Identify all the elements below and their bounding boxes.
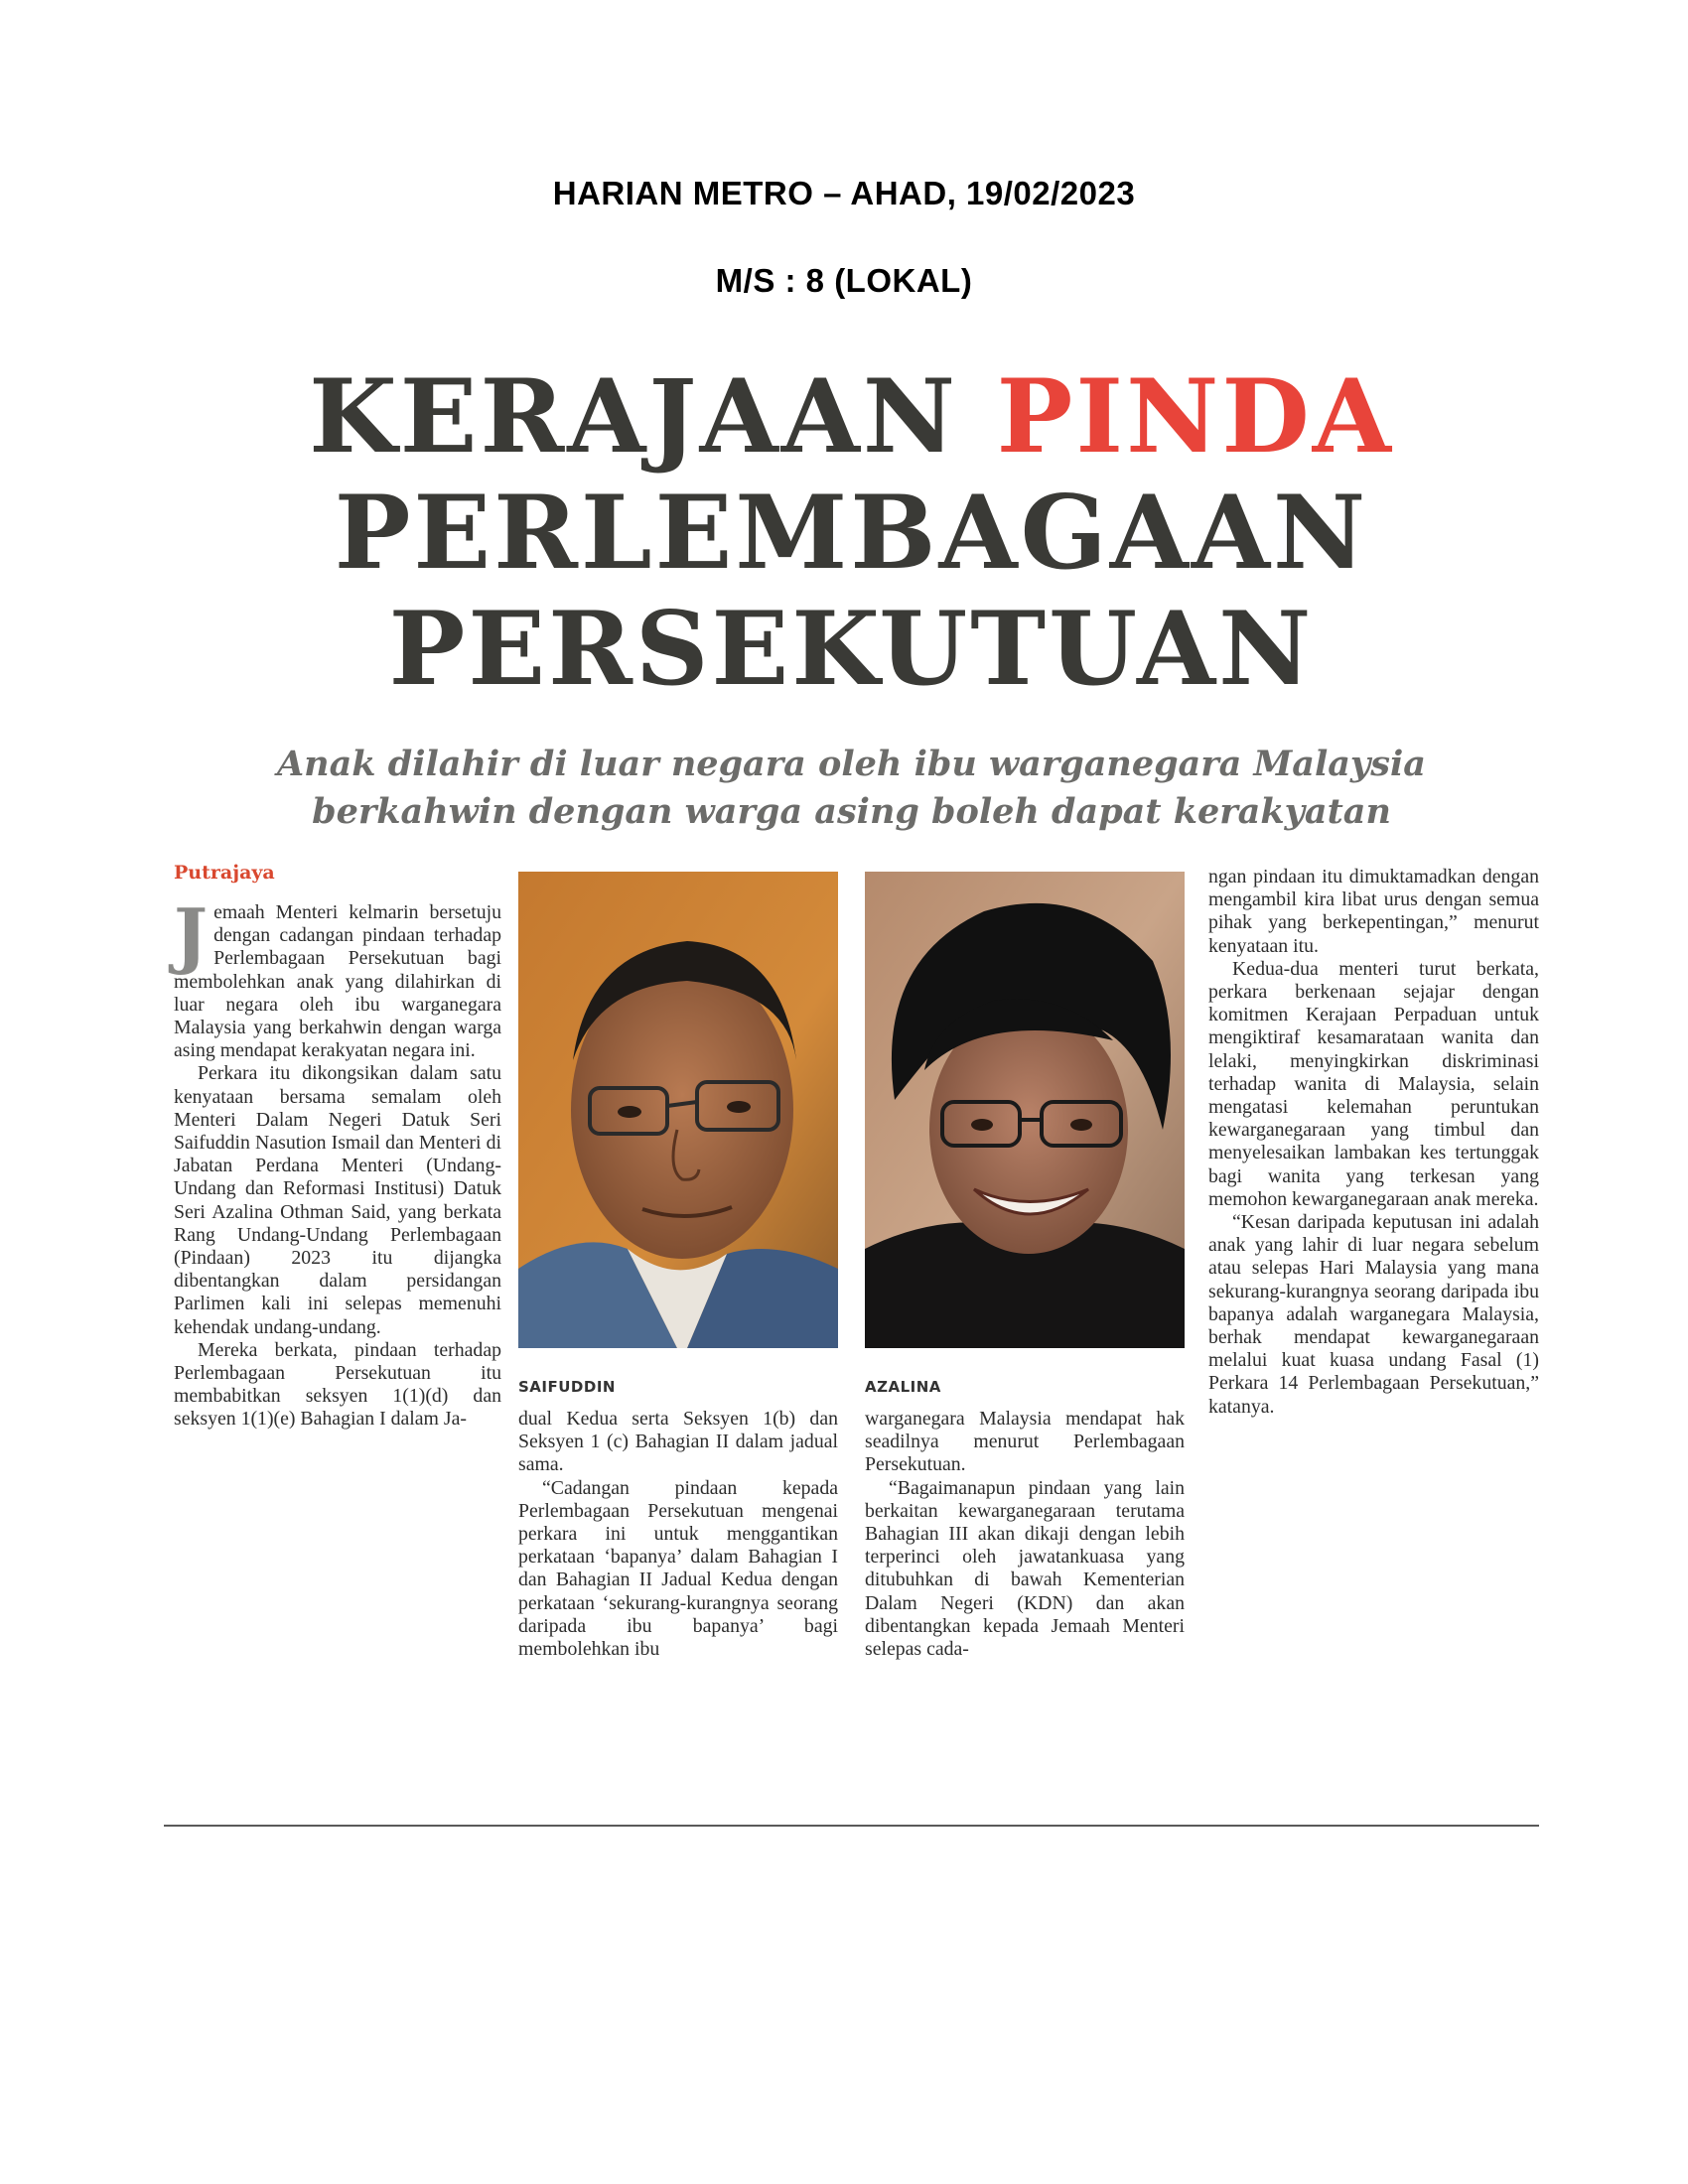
portrait-man-image	[518, 872, 838, 1348]
photo-saifuddin	[518, 872, 838, 1348]
article-column-2	[518, 1408, 838, 1661]
subheadline-line-1: Anak dilahir di luar negara oleh ibu warganegara Malaysia	[277, 744, 1426, 784]
article-column-1	[174, 892, 501, 1432]
paragraph: “Cadangan pindaan kepada Perlembagaan Persekutuan mengenai perkara ini untuk menggantikan perkataan ‘bapanya’ dalam Bahagian I dan Bahagian II Jadual Kedua dengan perkataan ‘sekurang-kurangnya seorang daripada ibu bapanya’ bagi membolehkan ibu	[518, 1476, 838, 1661]
drop-cap: J	[174, 892, 209, 977]
paragraph: Perkara itu dikongsikan dalam satu kenyataan bersama semalam oleh Menteri Dalam Negeri Datuk Seri Saifuddin Nasution Ismail dan Menteri di Jabatan Perdana Menteri (Undang-Undang dan Reformasi Institusi) Datuk Seri Azalina Othman Said, yang berkata Rang Undang-Undang Perlembagaan (Pindaan) 2023 itu dijangka dibentangkan dalam persidangan Parlimen kali ini selepas memenuhi kehendak undang-undang.	[174, 1062, 501, 1338]
portrait-woman-image	[865, 872, 1185, 1348]
publication-title: HARIAN METRO – AHAD, 19/02/2023	[552, 175, 1136, 211]
paragraph-text: emaah Menteri kelmarin bersetuju dengan cadangan pindaan terhadap Perlembagaan Persekutuan bagi membolehkan anak yang dilahirkan di luar negara oleh ibu warganegara Malaysia yang berkahwin dengan warga asing mendapat kerakyatan negara ini.	[174, 901, 501, 1062]
headline-line-1	[164, 357, 1539, 477]
photo-caption-saifuddin: SAIFUDDIN	[518, 1378, 616, 1396]
paragraph: “Kesan daripada keputusan ini adalah anak yang lahir di luar negara sebelum atau selepas Hari Malaysia yang mana sekurang-kurangnya seorang daripada ibu bapanya adalah warganegara Malaysia, berhak mendapat kewarganegaraan melalui kuat kuasa undang Fasal (1) Perkara 14 Perlembagaan Persekutuan,” katanya.	[1208, 1211, 1539, 1418]
paragraph: warganegara Malaysia mendapat hak seadilnya menurut Perlembagaan Persekutuan.	[865, 1408, 1185, 1476]
paragraph: Kedua-dua menteri turut berkata, perkara berkenaan sejajar dengan komitmen Kerajaan Perpaduan untuk mengiktiraf kesamarataan wanita dan lelaki, menyingkirkan diskriminasi terhadap wanita di Malaysia, selain mengatasi kelemahan peruntukan kewarganegaraan yang timbul dan menyelesaikan lambakan kes tertunggak bagi wanita yang terkesan yang memohon kewarganegaraan anak mereka.	[1208, 957, 1539, 1210]
newspaper-clipping	[164, 347, 1539, 1866]
headline-line-3: PERSEKUTUAN	[388, 590, 1315, 709]
page-reference: M/S : 8 (LOKAL)	[715, 262, 973, 299]
paragraph: “Bagaimanapun pindaan yang lain berkaitan kewarganegaraan terutama Bahagian III akan dikaji dengan lebih terperinci oleh jawatankuasa yang ditubuhkan di bawah Kementerian Dalam Negeri (KDN) dan akan dibentangkan kepada Jemaah Menteri selepas cada-	[865, 1476, 1185, 1661]
paragraph	[174, 892, 501, 1062]
dateline: Putrajaya	[174, 862, 275, 884]
headline-word-kerajaan: KERAJAAN	[309, 357, 959, 477]
photo-caption-azalina: AZALINA	[865, 1378, 941, 1396]
paragraph: Mereka berkata, pindaan terhadap Perlembagaan Persekutuan itu membabitkan seksyen 1(1)(d) dan seksyen 1(1)(e) Bahagian I dalam Ja-	[174, 1338, 501, 1431]
article-column-3	[865, 1408, 1185, 1661]
photo-azalina	[865, 872, 1185, 1348]
paragraph: ngan pindaan itu dimuktamadkan dengan mengambil kira libat urus dengan semua pihak yang berkepentingan,” menurut kenyataan itu.	[1208, 866, 1539, 957]
paragraph: dual Kedua serta Seksyen 1(b) dan Seksyen 1 (c) Bahagian II dalam jadual sama.	[518, 1408, 838, 1476]
bottom-divider	[164, 1825, 1539, 1827]
article-column-4	[1208, 866, 1539, 1419]
headline-line-2: PERLEMBAGAAN	[334, 474, 1369, 593]
headline-word-pinda: PINDA	[996, 357, 1394, 477]
subheadline-line-2: berkahwin dengan warga asing boleh dapat kerakyatan	[312, 791, 1391, 832]
